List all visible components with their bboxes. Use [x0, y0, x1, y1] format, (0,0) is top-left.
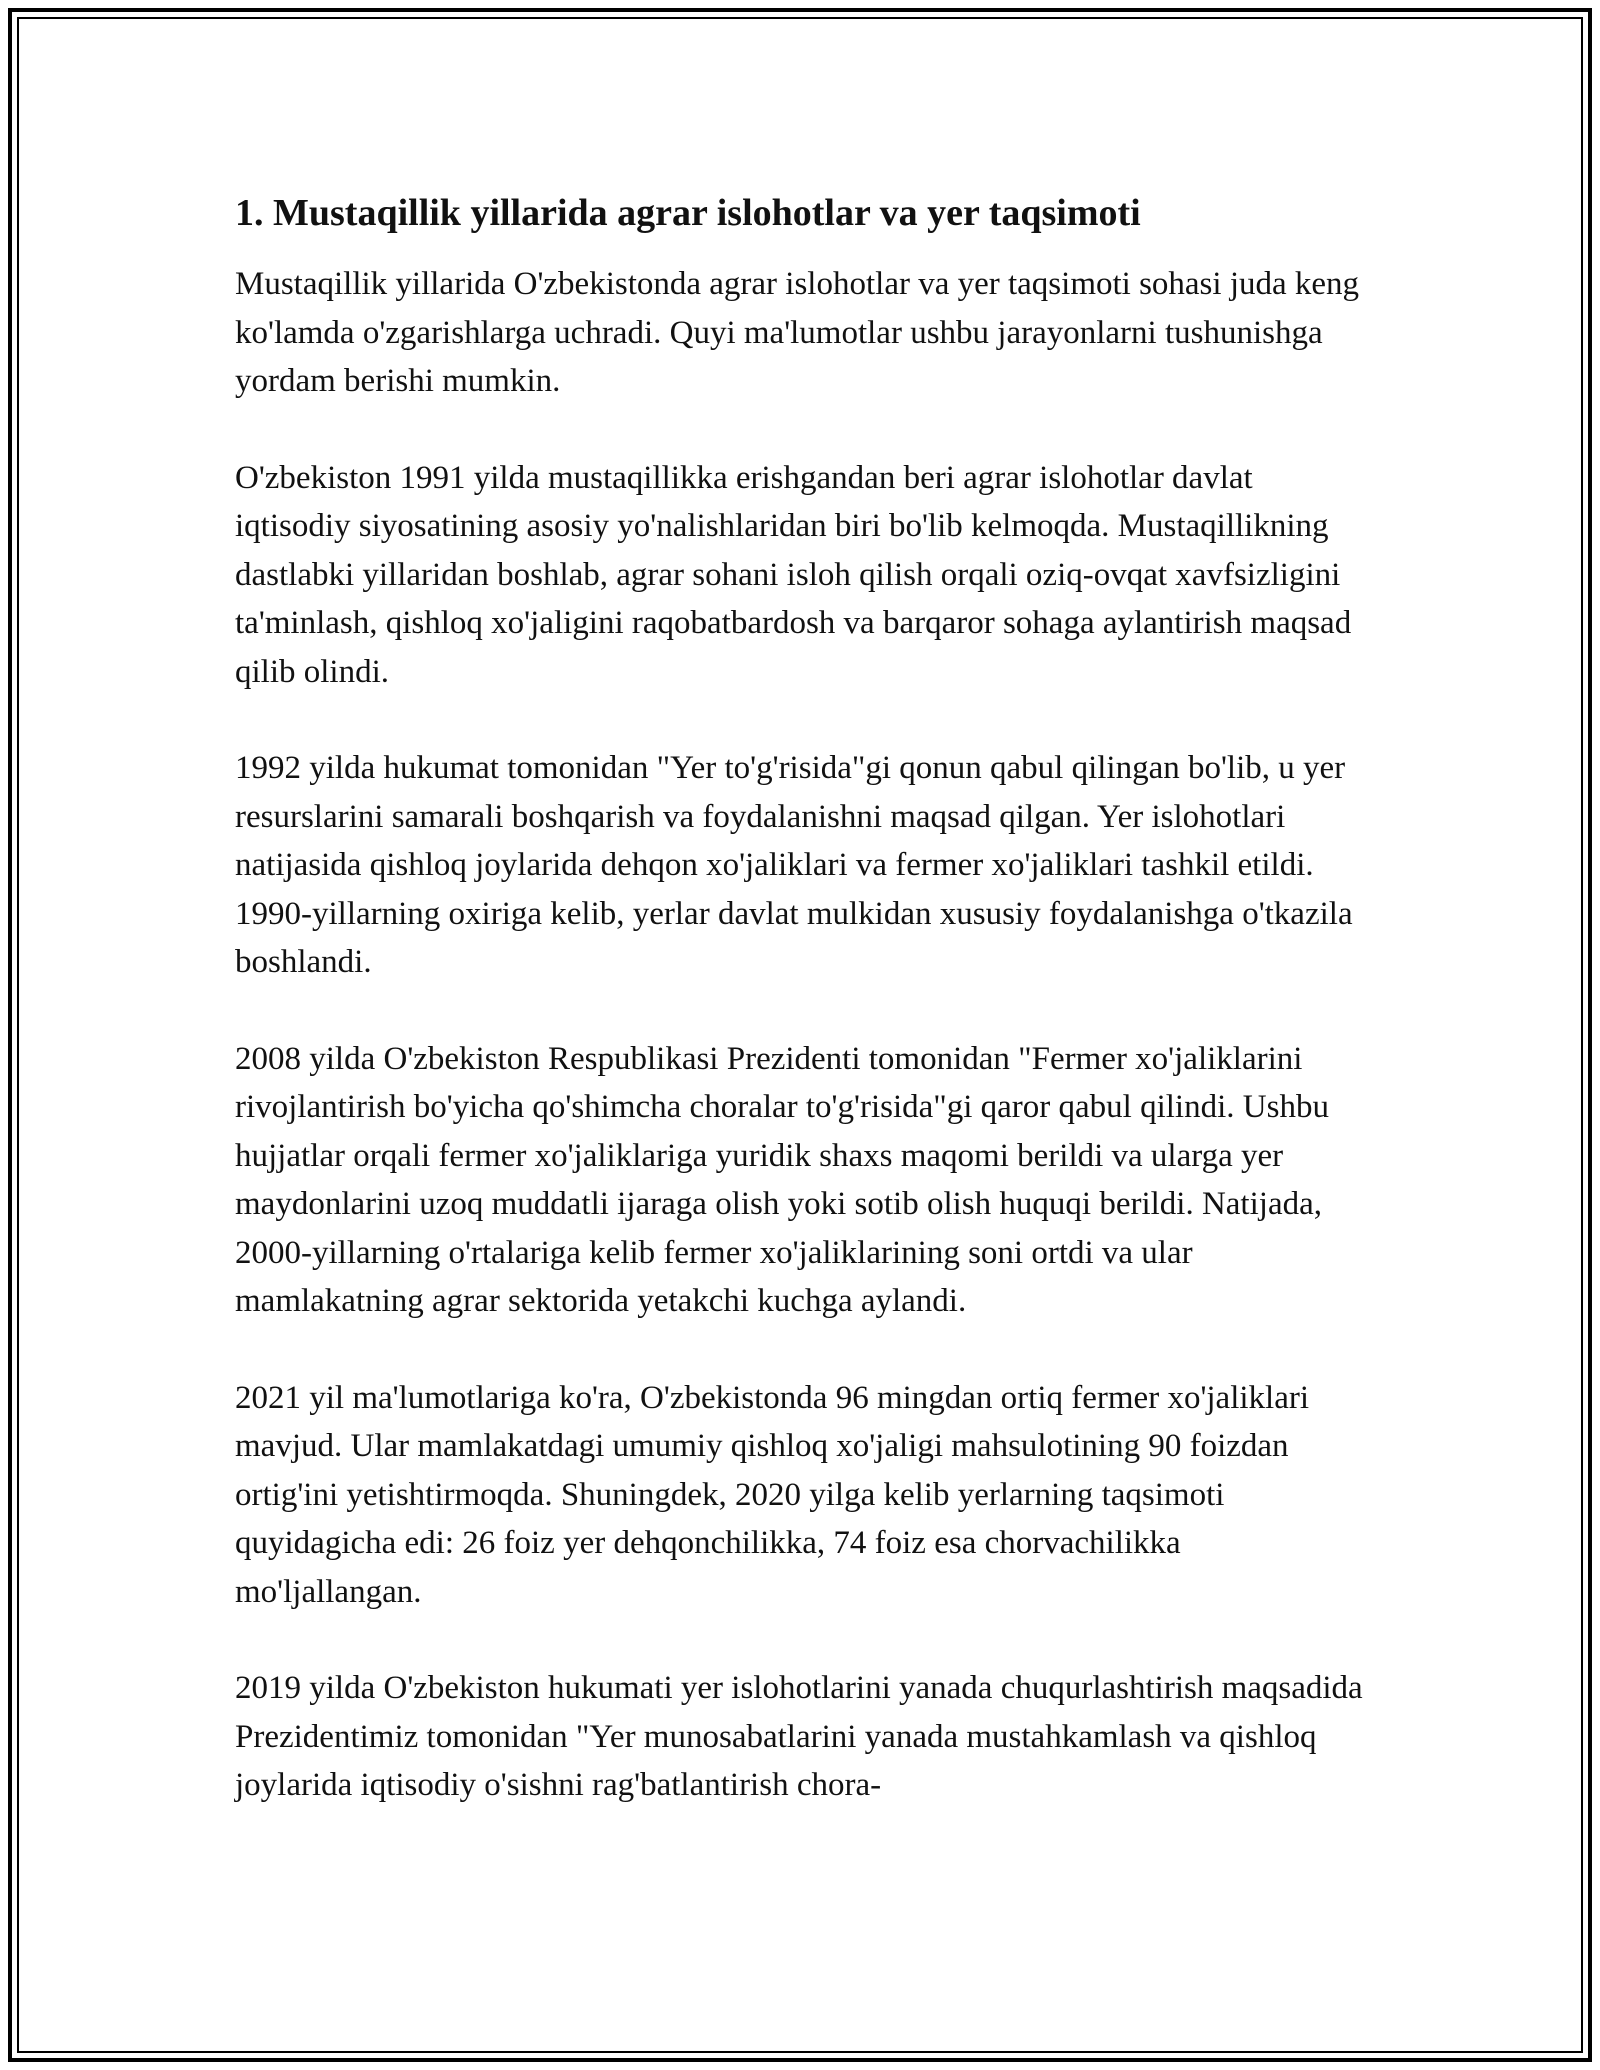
paragraph-independence: O'zbekiston 1991 yilda mustaqillikka erishgandan beri agrar islohotlar davlat iqtisodiy siyosatining asosiy yo'nalishlaridan biri bo'lib kelmoqda. Mustaqillikning dastlabki yillaridan boshlab, agrar sohani isloh qilish orqali oziq-ovqat xavfsizligini ta'minlash, qishloq xo'jaligini raqobatbardosh va barqaror sohaga aylantirish maqsad qilib olindi.: [235, 459, 1352, 690]
document-body: [235, 188, 1370, 1810]
paragraph-reforms-2019: 2019 yilda O'zbekiston hukumati yer islohotlarini yanada chuqurlashtirish maqsadida Prezidentimiz tomonidan "Yer munosabatlarini yanada mustahkamlash va qishloq joylarida iqtisodiy o'sishni rag'batlantirish chora-: [235, 1670, 1363, 1803]
section-heading: 1. Mustaqillik yillarida agrar islohotlar va yer taqsimoti: [235, 192, 1141, 234]
paragraph-statistics-2021: 2021 yil ma'lumotlariga ko'ra, O'zbekistonda 96 mingdan ortiq fermer xo'jaliklari mavjud. Ular mamlakatdagi umumiy qishloq xo'jaligi mahsulotining 90 foizdan ortig'ini yetishtirmoqda. Shuningdek, 2020 yilga kelib yerlarning taqsimoti quyidagicha edi: 26 foiz yer dehqonchilikka, 74 foiz esa chorvachilikka mo'ljallangan.: [235, 1379, 1310, 1610]
paragraph-land-law-1992: 1992 yilda hukumat tomonidan "Yer to'g'risida"gi qonun qabul qilingan bo'lib, u yer resurslarini samarali boshqarish va foydalanishni maqsad qilgan. Yer islohotlari natijasida qishloq joylarida dehqon xo'jaliklari va fermer xo'jaliklari tashkil etildi. 1990-yillarning oxiriga kelib, yerlar davlat mulkidan xususiy foydalanishga o'tkazila boshlandi.: [235, 750, 1353, 980]
paragraph-farmer-decree-2008: 2008 yilda O'zbekiston Respublikasi Prezidenti tomonidan "Fermer xo'jaliklarini rivojlantirish bo'yicha qo'shimcha choralar to'g'risida"gi qaror qabul qilindi. Ushbu hujjatlar orqali fermer xo'jaliklariga yuridik shaxs maqomi berildi va ularga yer maydonlarini uzoq muddatli ijaraga olish yoki sotib olish huquqi berildi. Natijada, 2000-yillarning o'rtalariga kelib fermer xo'jaliklarining soni ortdi va ular mamlakatning agrar sektorida yetakchi kuchga aylandi.: [235, 1040, 1329, 1319]
paragraph-intro: Mustaqillik yillarida O'zbekistonda agrar islohotlar va yer taqsimoti sohasi juda keng ko'lamda o'zgarishlarga uchradi. Quyi ma'lumotlar ushbu jarayonlarni tushunishga yordam berishi mumkin.: [235, 266, 1360, 399]
